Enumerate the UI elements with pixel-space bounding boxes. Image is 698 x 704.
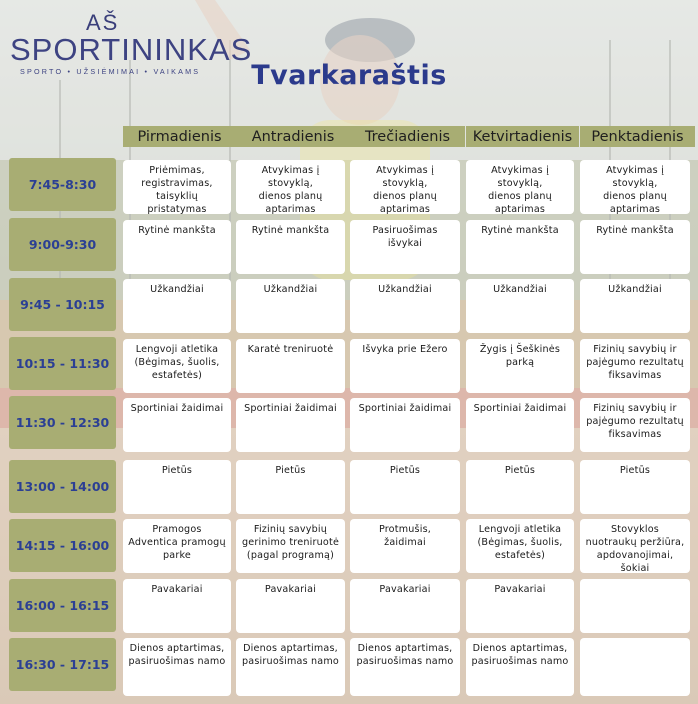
schedule-cell: Užkandžiai — [466, 279, 574, 333]
schedule-cell: Užkandžiai — [350, 279, 460, 333]
schedule-cell: Fizinių savybių gerinimo treniruotė (pagal programą) — [236, 519, 345, 573]
schedule-cell: Pietūs — [350, 460, 460, 514]
schedule-cell: Fizinių savybių ir pajėgumo rezultatų fiksavimas — [580, 339, 690, 393]
day-header: Penktadienis — [580, 126, 695, 147]
day-header: Trečiadienis — [350, 126, 465, 147]
schedule-cell: Atvykimas į stovyklą, dienos planų aptarimas — [350, 160, 460, 214]
schedule-cell: Priėmimas, registravimas, taisyklių pristatymas — [123, 160, 231, 214]
day-header: Ketvirtadienis — [466, 126, 579, 147]
time-slot: 16:00 - 16:15 — [9, 579, 116, 632]
schedule-cell: Karatė treniruotė — [236, 339, 345, 393]
schedule-cell: Atvykimas į stovyklą, dienos planų aptarimas — [580, 160, 690, 214]
logo-line2: SPORTININKAS — [10, 32, 253, 67]
schedule-cell: Atvykimas į stovyklą, dienos planų aptarimas — [236, 160, 345, 214]
page-title: Tvarkaraštis — [251, 60, 447, 91]
time-slot: 13:00 - 14:00 — [9, 460, 116, 513]
schedule-cell — [580, 638, 690, 696]
schedule-cell: Užkandžiai — [123, 279, 231, 333]
logo-line1: AŠ — [86, 10, 120, 35]
time-slot: 10:15 - 11:30 — [9, 337, 116, 390]
time-slot: 14:15 - 16:00 — [9, 519, 116, 572]
schedule-cell: Stovyklos nuotraukų peržiūra, apdovanojimai, šokiai — [580, 519, 690, 573]
schedule-cell: Pavakariai — [350, 579, 460, 633]
schedule-cell: Pietūs — [580, 460, 690, 514]
schedule-cell: Atvykimas į stovyklą, dienos planų aptarimas — [466, 160, 574, 214]
schedule-cell: Pavakariai — [123, 579, 231, 633]
schedule-cell: Pasiruošimas išvykai — [350, 220, 460, 274]
schedule-cell — [580, 579, 690, 633]
schedule-cell: Išvyka prie Ežero — [350, 339, 460, 393]
schedule-cell: Sportiniai žaidimai — [350, 398, 460, 452]
schedule-cell: Pietūs — [123, 460, 231, 514]
schedule-cell: Rytinė mankšta — [580, 220, 690, 274]
schedule-cell: Žygis į Šeškinės parką — [466, 339, 574, 393]
schedule-cell: Rytinė mankšta — [466, 220, 574, 274]
time-slot: 7:45-8:30 — [9, 158, 116, 211]
schedule-cell: Dienos aptartimas, pasiruošimas namo — [123, 638, 231, 696]
schedule-cell: Dienos aptartimas, pasiruošimas namo — [466, 638, 574, 696]
schedule-cell: Dienos aptartimas, pasiruošimas namo — [236, 638, 345, 696]
schedule-cell: Sportiniai žaidimai — [123, 398, 231, 452]
time-slot: 11:30 - 12:30 — [9, 396, 116, 449]
time-slot: 9:00-9:30 — [9, 218, 116, 271]
day-header: Pirmadienis — [123, 126, 236, 147]
schedule-cell: Fizinių savybių ir pajėgumo rezultatų fiksavimas — [580, 398, 690, 452]
schedule-cell: Lengvoji atletika (Bėgimas, šuolis, estafetės) — [466, 519, 574, 573]
schedule-cell: Sportiniai žaidimai — [236, 398, 345, 452]
schedule-cell: Pietūs — [466, 460, 574, 514]
schedule-cell: Pavakariai — [236, 579, 345, 633]
time-slot: 16:30 - 17:15 — [9, 638, 116, 691]
schedule-cell: Rytinė mankšta — [123, 220, 231, 274]
schedule-cell: Lengvoji atletika (Bėgimas, šuolis, estafetės) — [123, 339, 231, 393]
schedule-cell: Užkandžiai — [236, 279, 345, 333]
schedule-cell: Pramogos Adventica pramogų parke — [123, 519, 231, 573]
schedule-cell: Užkandžiai — [580, 279, 690, 333]
time-slot: 9:45 - 10:15 — [9, 278, 116, 331]
schedule-cell: Sportiniai žaidimai — [466, 398, 574, 452]
schedule-cell: Pavakariai — [466, 579, 574, 633]
schedule-cell: Pietūs — [236, 460, 345, 514]
schedule-cell: Rytinė mankšta — [236, 220, 345, 274]
schedule-cell: Dienos aptartimas, pasiruošimas namo — [350, 638, 460, 696]
day-header: Antradienis — [236, 126, 350, 147]
logo-tagline: SPORTO • UŽSIĖMIMAI • VAIKAMS — [20, 67, 201, 76]
schedule-cell: Protmušis, žaidimai — [350, 519, 460, 573]
